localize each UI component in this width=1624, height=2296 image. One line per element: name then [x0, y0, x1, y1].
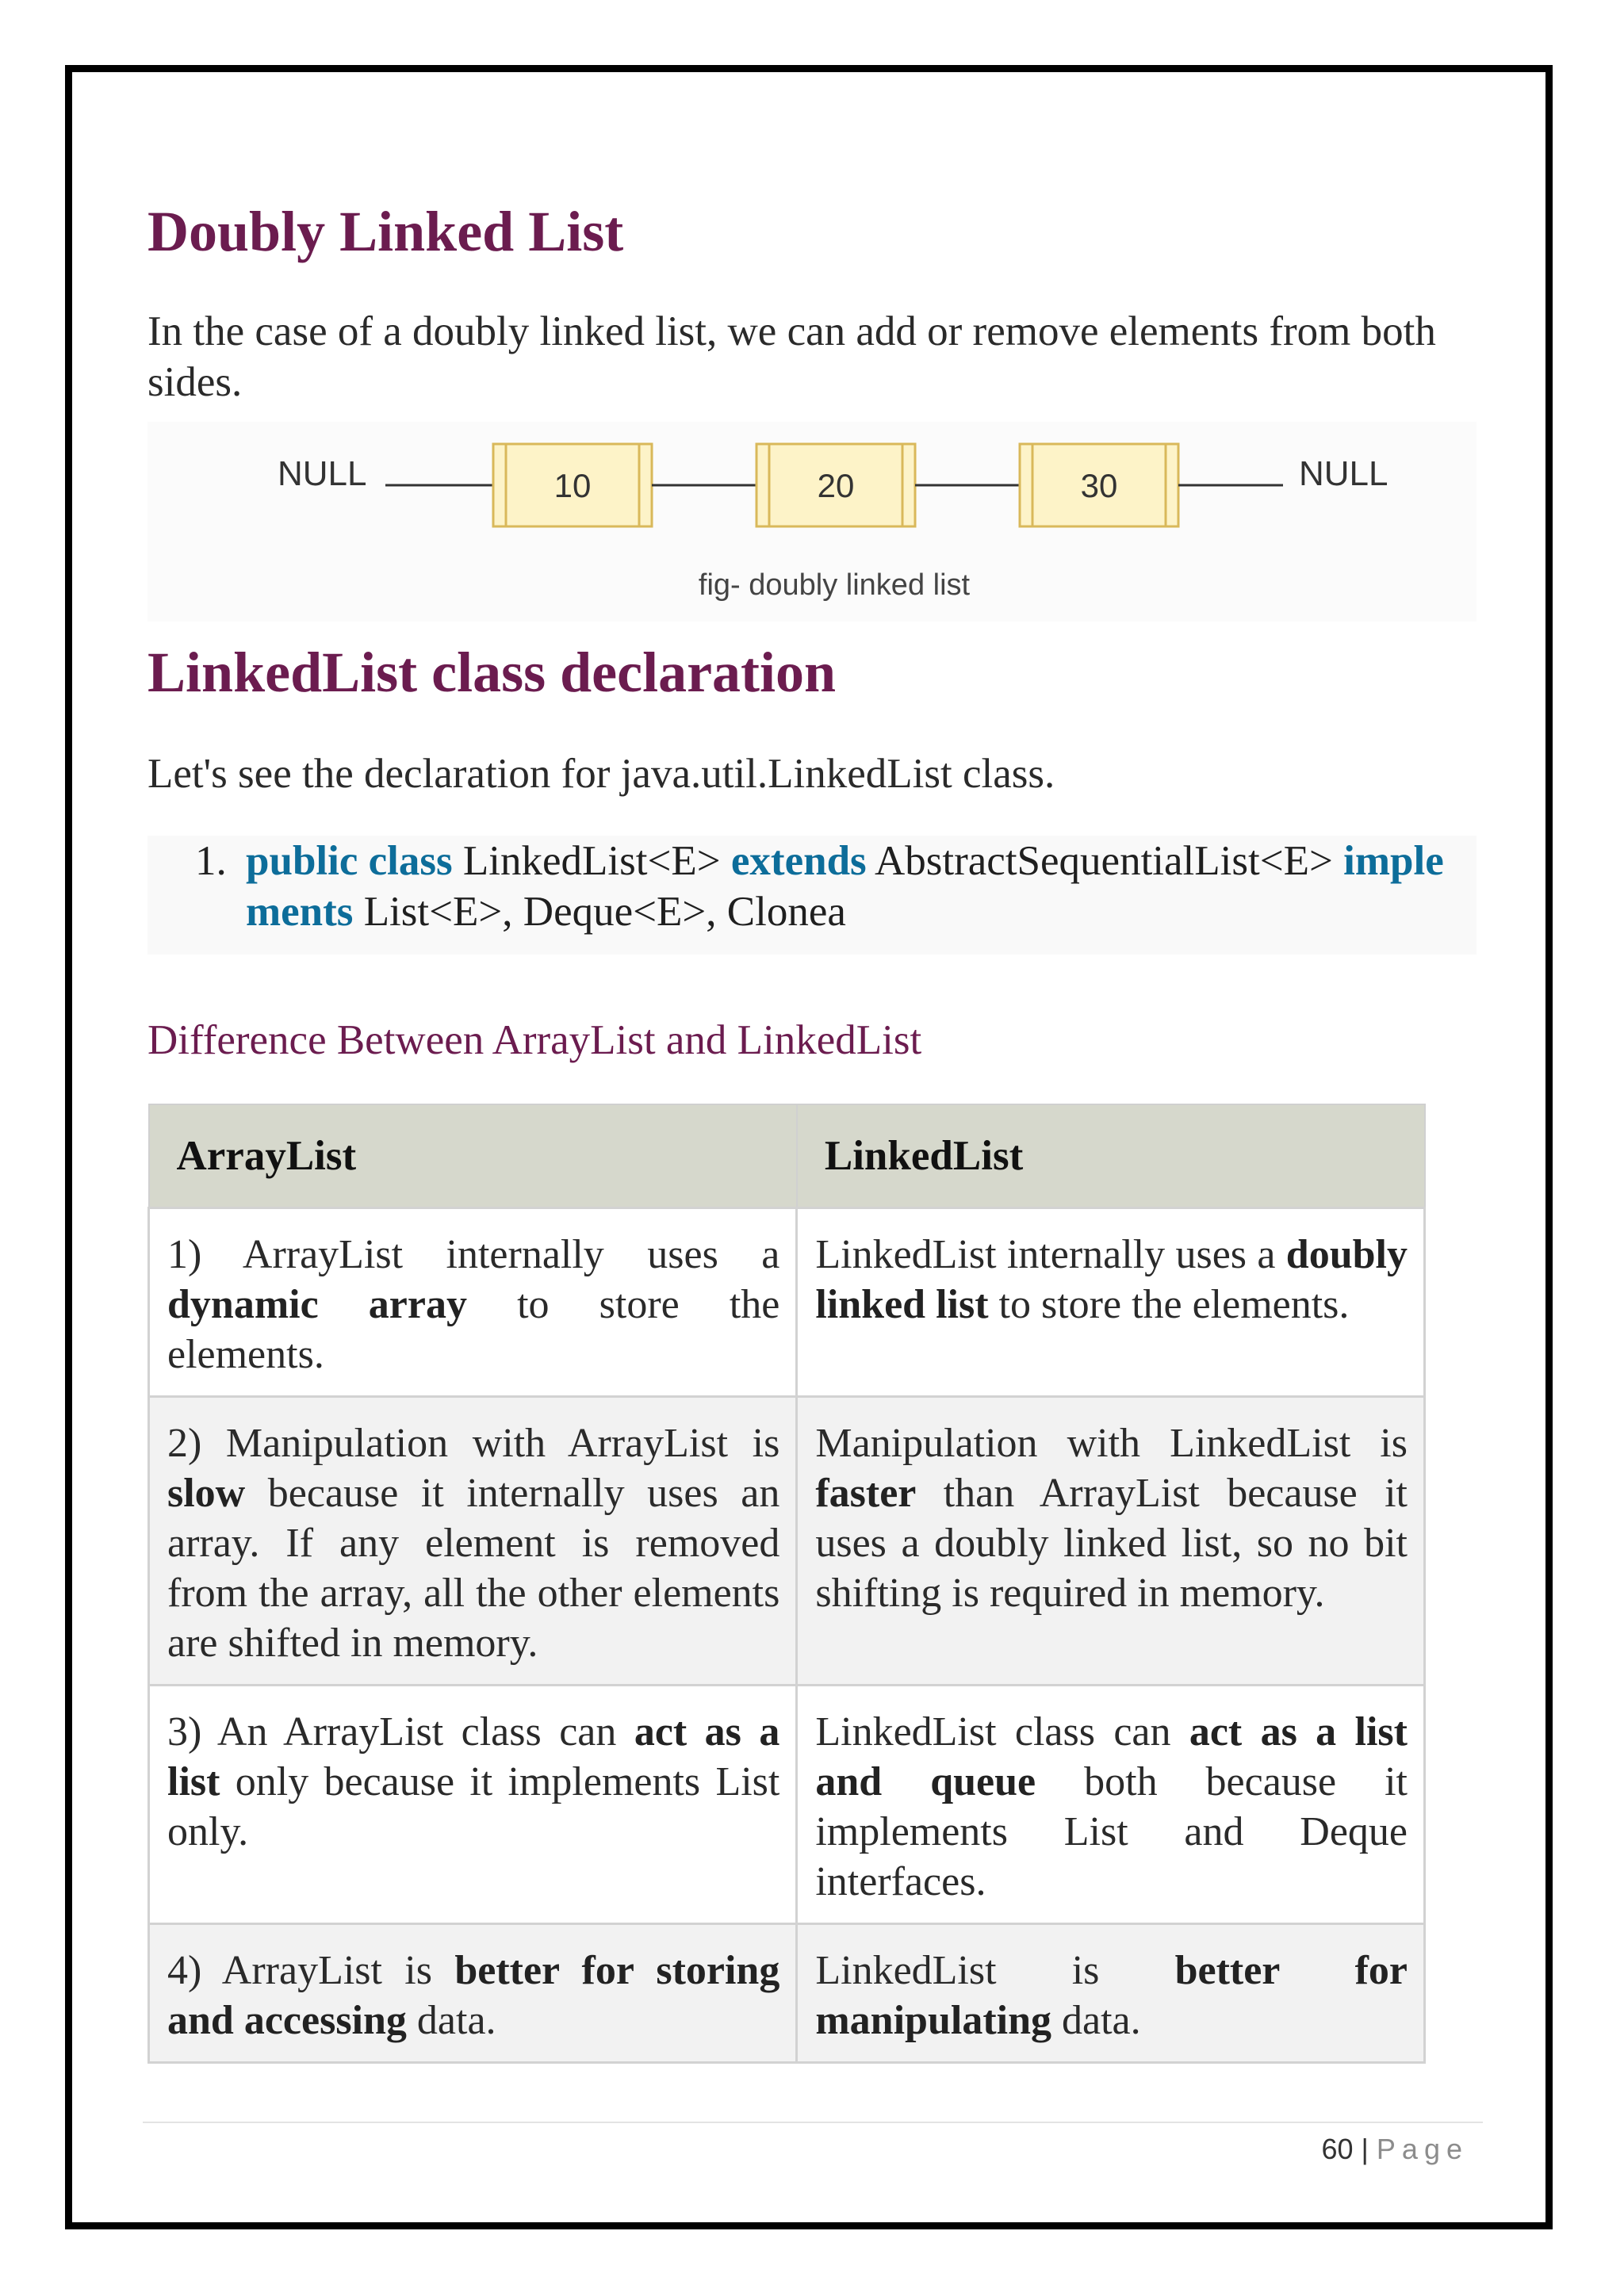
table-cell-linkedlist: LinkedList is better for manipulating data.	[797, 1924, 1425, 2063]
intro-paragraph-wrapper	[147, 306, 1477, 408]
comparison-table	[147, 1104, 1426, 2064]
page-label: Page	[1376, 2133, 1469, 2165]
null-left-label: NULL	[278, 454, 367, 493]
table-cell-arraylist: 3) An ArrayList class can act as a list only because it implements List only.	[149, 1686, 797, 1924]
footer-divider	[143, 2122, 1483, 2123]
node-3	[1020, 444, 1178, 526]
table-cell-arraylist: 1) ArrayList internally uses a dynamic array to store the elements.	[149, 1208, 797, 1397]
table-cell-linkedlist: Manipulation with LinkedList is faster than ArrayList because it uses a doubly linked list, so no bit shifting is required in memory.	[797, 1397, 1425, 1686]
node-value: 20	[817, 467, 855, 504]
node-value: 30	[1080, 467, 1118, 504]
header-linkedlist: LinkedList	[797, 1104, 1425, 1208]
table-cell-arraylist: 4) ArrayList is better for storing and accessing data.	[149, 1924, 797, 2063]
code-line-number: 1.	[195, 838, 227, 884]
declaration-intro-wrapper	[147, 748, 1477, 799]
null-right-label: NULL	[1299, 454, 1388, 493]
code-line	[246, 836, 1467, 937]
difference-subheading: Difference Between ArrayList and LinkedList	[147, 1017, 922, 1063]
heading-class-declaration: LinkedList class declaration	[147, 641, 837, 704]
footer-separator: |	[1361, 2133, 1369, 2165]
node-value: 10	[553, 467, 592, 504]
linked-list-diagram	[147, 422, 1477, 622]
table-cell-linkedlist: LinkedList internally uses a doubly linked list to store the elements.	[797, 1208, 1425, 1397]
table-row	[149, 1686, 1425, 1924]
code-text: AbstractSequentialList<E>	[866, 838, 1344, 884]
doubly-linked-list-description: In the case of a doubly linked list, we can add or remove elements from both sides.	[147, 308, 1436, 405]
code-text: LinkedList<E>	[452, 838, 731, 884]
page-number: 60	[1321, 2133, 1354, 2165]
header-arraylist: ArrayList	[149, 1104, 797, 1208]
heading-doubly-linked-list: Doubly Linked List	[147, 200, 624, 263]
keyword-public-class: public class	[246, 838, 453, 884]
table-row	[149, 1924, 1425, 2063]
section-class-declaration	[147, 641, 1477, 704]
section-doubly-linked-list	[147, 200, 1477, 263]
doubly-linked-list-figure	[147, 422, 1477, 622]
node-2	[756, 444, 915, 526]
code-listing	[147, 836, 1477, 955]
figure-caption: fig- doubly linked list	[698, 568, 971, 602]
table-header-row	[149, 1104, 1425, 1208]
table-row	[149, 1208, 1425, 1397]
declaration-intro: Let's see the declaration for java.util.LinkedList class.	[147, 751, 1055, 797]
table-row	[149, 1397, 1425, 1686]
table-cell-linkedlist: LinkedList class can act as a list and queue both because it implements List and Deque interfaces.	[797, 1686, 1425, 1924]
keyword-extends: extends	[730, 838, 867, 884]
keyword-implements: implements	[246, 838, 1444, 935]
node-1	[493, 444, 652, 526]
page-footer	[1321, 2133, 1469, 2166]
table-cell-arraylist: 2) Manipulation with ArrayList is slow because it internally uses an array. If any element is removed from the array, all the other elements are shifted in memory.	[149, 1397, 797, 1686]
code-text: List<E>, Deque<E>, Clonea	[353, 889, 846, 935]
